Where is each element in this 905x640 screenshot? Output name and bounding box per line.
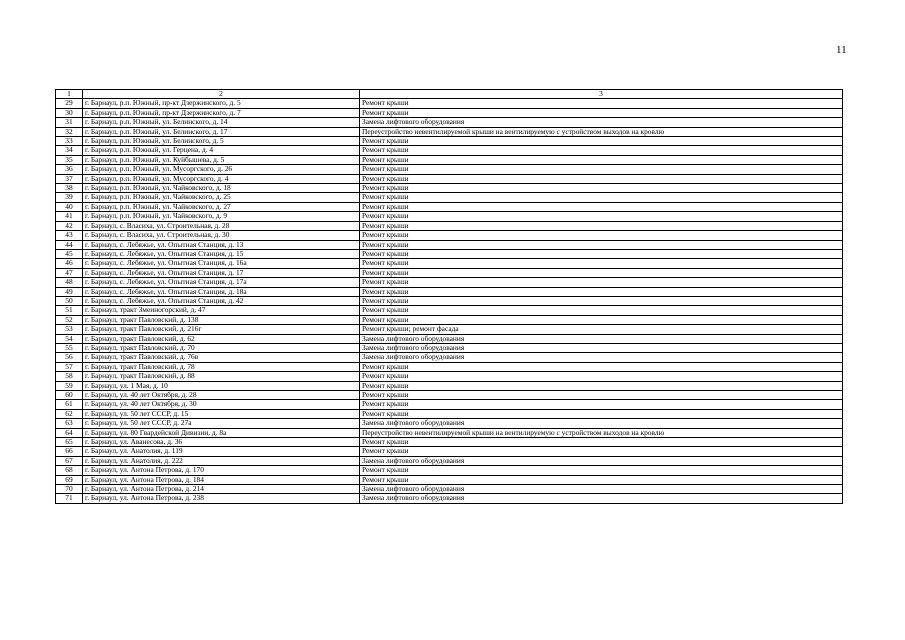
row-work-type: Ремонт крыши (360, 146, 843, 155)
row-work-type: Ремонт крыши (360, 193, 843, 202)
row-work-type: Ремонт крыши (360, 155, 843, 164)
row-work-type: Ремонт крыши (360, 475, 843, 484)
row-address: г. Барнаул, тракт Павловский, д. 78 (83, 362, 360, 371)
row-number: 56 (56, 353, 83, 362)
row-address: г. Барнаул, р.п. Южный, ул. Мусоргского, д. 26 (83, 165, 360, 174)
row-number: 37 (56, 174, 83, 183)
table-row (56, 391, 843, 400)
row-number: 58 (56, 372, 83, 381)
table-row (56, 334, 843, 343)
row-address: г. Барнаул, тракт Павловский, д. 70 (83, 343, 360, 352)
row-address: г. Барнаул, с. Лебяжье, ул. Опытная Станция, д. 15 (83, 249, 360, 258)
table-row (56, 174, 843, 183)
row-address: г. Барнаул, р.п. Южный, ул. Белинского, д. 17 (83, 127, 360, 136)
row-work-type: Ремонт крыши (360, 99, 843, 108)
header-col-2: 2 (83, 90, 360, 99)
table-row (56, 400, 843, 409)
row-address: г. Барнаул, р.п. Южный, ул. Чайковского, д. 27 (83, 202, 360, 211)
row-work-type: Ремонт крыши (360, 231, 843, 240)
header-col-3: 3 (360, 90, 843, 99)
row-address: г. Барнаул, ул. 50 лет СССР, д. 15 (83, 409, 360, 418)
table-row (56, 485, 843, 494)
row-work-type: Замена лифтового оборудования (360, 353, 843, 362)
row-work-type: Ремонт крыши (360, 259, 843, 268)
row-work-type: Ремонт крыши (360, 137, 843, 146)
row-work-type: Ремонт крыши (360, 249, 843, 258)
row-work-type: Ремонт крыши (360, 278, 843, 287)
row-address: г. Барнаул, тракт Павловский, д. 76в (83, 353, 360, 362)
works-table (55, 89, 843, 504)
table-row (56, 146, 843, 155)
row-number: 44 (56, 240, 83, 249)
table-row (56, 456, 843, 465)
table-row (56, 155, 843, 164)
row-address: г. Барнаул, с. Лебяжье, ул. Опытная Станция, д. 18а (83, 287, 360, 296)
row-work-type: Ремонт крыши (360, 165, 843, 174)
table-row (56, 296, 843, 305)
row-number: 49 (56, 287, 83, 296)
table-row (56, 221, 843, 230)
table-row (56, 193, 843, 202)
row-work-type: Ремонт крыши (360, 240, 843, 249)
table-row (56, 287, 843, 296)
table-row (56, 381, 843, 390)
row-work-type: Ремонт крыши (360, 381, 843, 390)
row-number: 46 (56, 259, 83, 268)
row-number: 32 (56, 127, 83, 136)
row-number: 34 (56, 146, 83, 155)
row-number: 29 (56, 99, 83, 108)
table-row (56, 409, 843, 418)
table-row (56, 240, 843, 249)
row-number: 61 (56, 400, 83, 409)
row-work-type: Ремонт крыши (360, 315, 843, 324)
table-row (56, 353, 843, 362)
table-row (56, 249, 843, 258)
row-work-type: Замена лифтового оборудования (360, 419, 843, 428)
table-row (56, 362, 843, 371)
table-row (56, 165, 843, 174)
row-number: 64 (56, 428, 83, 437)
row-address: г. Барнаул, р.п. Южный, пр-кт Дзержинского, д. 7 (83, 108, 360, 117)
row-address: г. Барнаул, тракт Павловский, д. 88 (83, 372, 360, 381)
row-work-type: Ремонт крыши (360, 268, 843, 277)
table-row (56, 99, 843, 108)
row-number: 39 (56, 193, 83, 202)
table-row (56, 343, 843, 352)
row-number: 31 (56, 118, 83, 127)
table-row (56, 118, 843, 127)
row-number: 62 (56, 409, 83, 418)
row-work-type: Переустройство невентилируемой крыши на вентилируемую с устройством выходов на кровлю (360, 127, 843, 136)
table-row (56, 184, 843, 193)
table-row (56, 419, 843, 428)
row-work-type: Замена лифтового оборудования (360, 343, 843, 352)
row-number: 70 (56, 485, 83, 494)
row-number: 65 (56, 438, 83, 447)
table-row (56, 315, 843, 324)
table-row (56, 212, 843, 221)
row-number: 66 (56, 447, 83, 456)
row-number: 54 (56, 334, 83, 343)
row-address: г. Барнаул, ул. Анатолия, д. 119 (83, 447, 360, 456)
table-row (56, 466, 843, 475)
row-address: г. Барнаул, ул. Анатолия, д. 222 (83, 456, 360, 465)
row-number: 51 (56, 306, 83, 315)
row-address: г. Барнаул, тракт Змеиногорский, д. 47 (83, 306, 360, 315)
row-work-type: Ремонт крыши (360, 184, 843, 193)
row-address: г. Барнаул, ул. 40 лет Октября, д. 30 (83, 400, 360, 409)
row-number: 41 (56, 212, 83, 221)
row-number: 59 (56, 381, 83, 390)
row-number: 45 (56, 249, 83, 258)
table-row (56, 494, 843, 503)
row-address: г. Барнаул, с. Лебяжье, ул. Опытная Станция, д. 16а (83, 259, 360, 268)
row-number: 43 (56, 231, 83, 240)
row-address: г. Барнаул, р.п. Южный, ул. Чайковского, д. 25 (83, 193, 360, 202)
row-number: 60 (56, 391, 83, 400)
row-address: г. Барнаул, ул. 80 Гвардейской Дивизии, д. 8а (83, 428, 360, 437)
table-row (56, 202, 843, 211)
row-number: 47 (56, 268, 83, 277)
row-work-type: Переустройство невентилируемой крыши на вентилируемую с устройством выходов на кровлю (360, 428, 843, 437)
row-address: г. Барнаул, с. Лебяжье, ул. Опытная Станция, д. 17 (83, 268, 360, 277)
row-number: 52 (56, 315, 83, 324)
row-work-type: Замена лифтового оборудования (360, 485, 843, 494)
table-row (56, 278, 843, 287)
table-row (56, 268, 843, 277)
row-work-type: Ремонт крыши (360, 400, 843, 409)
row-number: 33 (56, 137, 83, 146)
header-col-1: 1 (56, 90, 83, 99)
row-work-type: Ремонт крыши (360, 409, 843, 418)
row-address: г. Барнаул, р.п. Южный, ул. Чайковского, д. 18 (83, 184, 360, 193)
row-address: г. Барнаул, р.п. Южный, ул. Чайковского, д. 9 (83, 212, 360, 221)
table-row (56, 137, 843, 146)
row-number: 35 (56, 155, 83, 164)
row-work-type: Ремонт крыши (360, 466, 843, 475)
row-number: 63 (56, 419, 83, 428)
row-address: г. Барнаул, р.п. Южный, ул. Белинского, д. 5 (83, 137, 360, 146)
row-address: г. Барнаул, тракт Павловский, д. 62 (83, 334, 360, 343)
row-address: г. Барнаул, ул. Антона Петрова, д. 238 (83, 494, 360, 503)
row-work-type: Ремонт крыши; ремонт фасада (360, 325, 843, 334)
row-work-type: Замена лифтового оборудования (360, 494, 843, 503)
table-row (56, 447, 843, 456)
row-work-type: Ремонт крыши (360, 447, 843, 456)
row-work-type: Ремонт крыши (360, 108, 843, 117)
table-row (56, 372, 843, 381)
row-work-type: Ремонт крыши (360, 372, 843, 381)
row-work-type: Ремонт крыши (360, 287, 843, 296)
row-work-type: Ремонт крыши (360, 438, 843, 447)
row-number: 36 (56, 165, 83, 174)
row-number: 67 (56, 456, 83, 465)
row-address: г. Барнаул, р.п. Южный, ул. Куйбышева, д. 5 (83, 155, 360, 164)
row-work-type: Замена лифтового оборудования (360, 456, 843, 465)
row-address: г. Барнаул, р.п. Южный, ул. Мусоргского, д. 4 (83, 174, 360, 183)
table-row (56, 325, 843, 334)
row-number: 42 (56, 221, 83, 230)
row-address: г. Барнаул, ул. Антона Петрова, д. 184 (83, 475, 360, 484)
table-body (56, 99, 843, 503)
row-work-type: Ремонт крыши (360, 221, 843, 230)
row-address: г. Барнаул, р.п. Южный, ул. Герцена, д. 4 (83, 146, 360, 155)
row-number: 40 (56, 202, 83, 211)
row-number: 57 (56, 362, 83, 371)
row-work-type: Ремонт крыши (360, 212, 843, 221)
row-number: 68 (56, 466, 83, 475)
row-address: г. Барнаул, с. Лебяжье, ул. Опытная Станция, д. 17а (83, 278, 360, 287)
row-work-type: Ремонт крыши (360, 296, 843, 305)
table-row (56, 108, 843, 117)
row-address: г. Барнаул, ул. 1 Мая, д. 10 (83, 381, 360, 390)
row-work-type: Замена лифтового оборудования (360, 334, 843, 343)
row-number: 50 (56, 296, 83, 305)
row-address: г. Барнаул, с. Лебяжье, ул. Опытная Станция, д. 13 (83, 240, 360, 249)
row-number: 53 (56, 325, 83, 334)
table-row (56, 231, 843, 240)
page-number: 11 (836, 44, 847, 56)
table-row (56, 127, 843, 136)
row-work-type: Ремонт крыши (360, 174, 843, 183)
row-address: г. Барнаул, с. Власиха, ул. Строительная, д. 30 (83, 231, 360, 240)
row-number: 55 (56, 343, 83, 352)
row-number: 38 (56, 184, 83, 193)
row-work-type: Ремонт крыши (360, 306, 843, 315)
row-address: г. Барнаул, ул. Антона Петрова, д. 214 (83, 485, 360, 494)
row-number: 30 (56, 108, 83, 117)
table-header-row (56, 90, 843, 99)
row-address: г. Барнаул, р.п. Южный, ул. Белинского, д. 14 (83, 118, 360, 127)
row-address: г. Барнаул, ул. Аванесова, д. 36 (83, 438, 360, 447)
row-address: г. Барнаул, с. Лебяжье, ул. Опытная Станция, д. 42 (83, 296, 360, 305)
row-number: 48 (56, 278, 83, 287)
row-address: г. Барнаул, ул. 50 лет СССР, д. 27а (83, 419, 360, 428)
row-number: 69 (56, 475, 83, 484)
row-address: г. Барнаул, ул. Антона Петрова, д. 170 (83, 466, 360, 475)
row-number: 71 (56, 494, 83, 503)
table-row (56, 306, 843, 315)
row-address: г. Барнаул, с. Власиха, ул. Строительная, д. 28 (83, 221, 360, 230)
row-work-type: Ремонт крыши (360, 362, 843, 371)
row-address: г. Барнаул, ул. 40 лет Октября, д. 28 (83, 391, 360, 400)
table-row (56, 428, 843, 437)
table-row (56, 259, 843, 268)
row-work-type: Замена лифтового оборудования (360, 118, 843, 127)
row-address: г. Барнаул, р.п. Южный, пр-кт Дзержинского, д. 5 (83, 99, 360, 108)
row-address: г. Барнаул, тракт Павловский, д. 138 (83, 315, 360, 324)
table-row (56, 475, 843, 484)
row-work-type: Ремонт крыши (360, 391, 843, 400)
row-address: г. Барнаул, тракт Павловский, д. 216г (83, 325, 360, 334)
row-work-type: Ремонт крыши (360, 202, 843, 211)
table-row (56, 438, 843, 447)
